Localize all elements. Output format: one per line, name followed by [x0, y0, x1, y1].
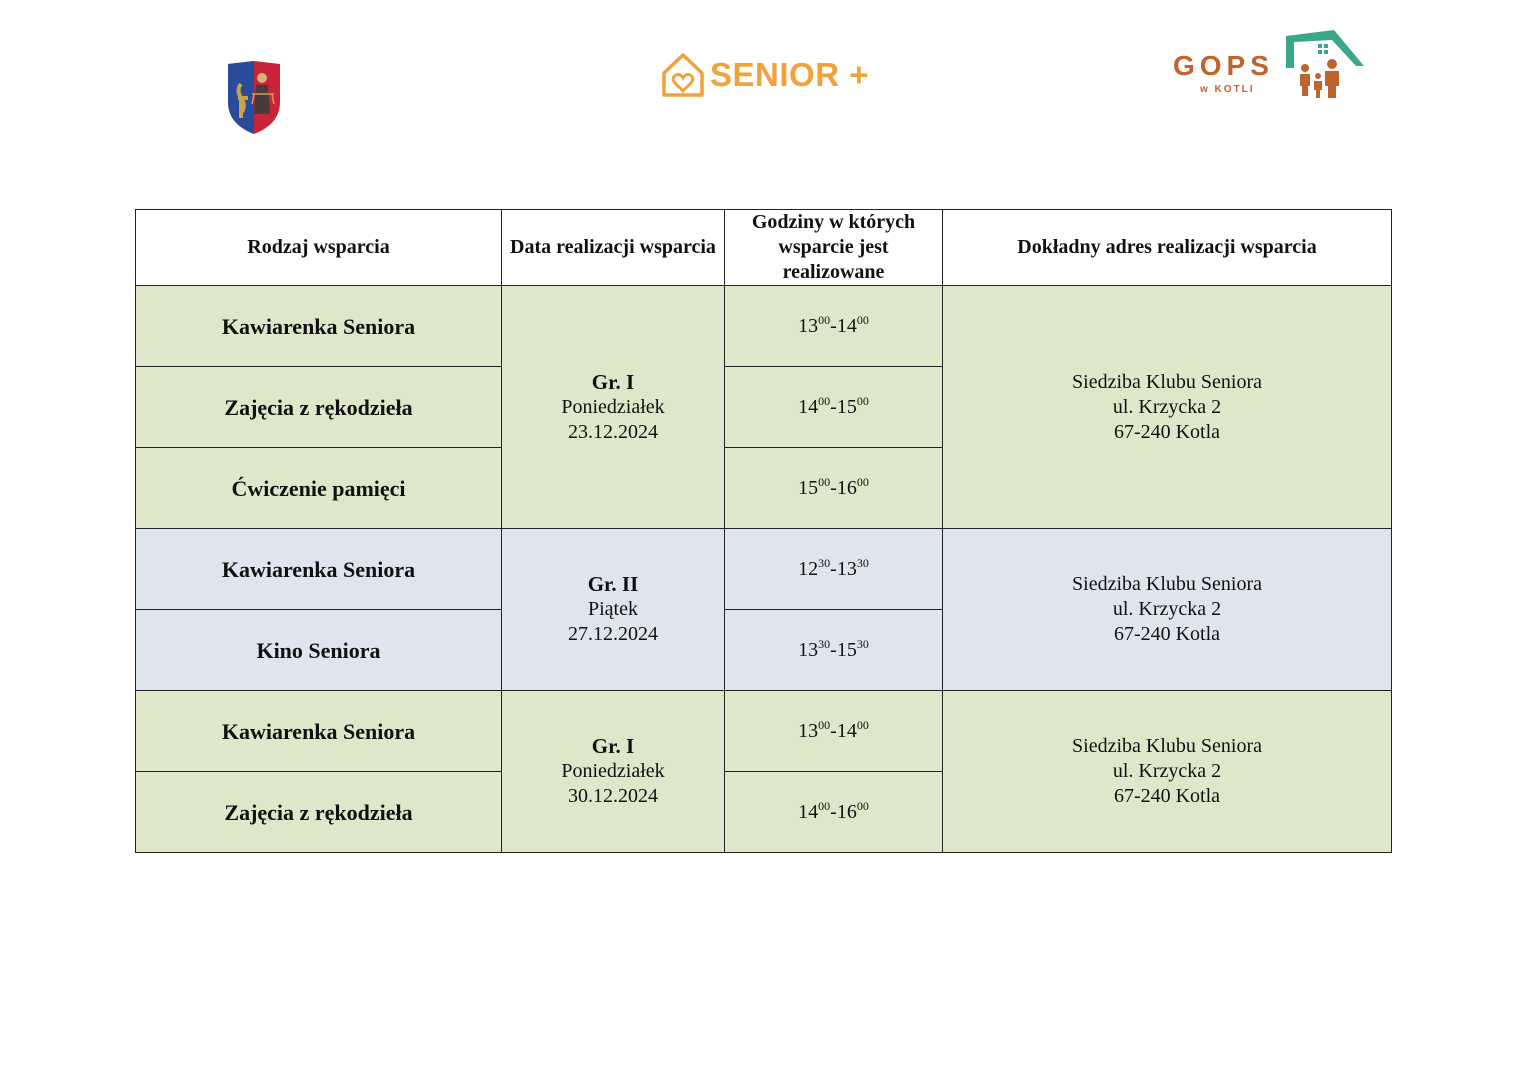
- house-family-icon: [1274, 28, 1369, 100]
- header-support-type: Rodzaj wsparcia: [136, 210, 502, 286]
- activity-cell: Zajęcia z rękodzieła: [136, 367, 502, 448]
- activity-cell: Kawiarenka Seniora: [136, 691, 502, 772]
- header-date: Data realizacji wsparcia: [502, 210, 725, 286]
- support-schedule-table: [135, 209, 1392, 853]
- group-label: Gr. I: [591, 734, 635, 758]
- date-cell: [502, 691, 725, 853]
- hours-cell: $14^{00}-16^{00}$: [725, 772, 943, 853]
- group-label: Gr. II: [587, 572, 639, 596]
- coat-of-arms-logo: [222, 58, 286, 136]
- date-cell: [502, 286, 725, 529]
- hours-cell: $15^{00}-16^{00}$: [725, 448, 943, 529]
- activity-cell: Zajęcia z rękodzieła: [136, 772, 502, 853]
- date-cell: [502, 529, 725, 691]
- senior-plus-logo: [660, 50, 869, 100]
- gops-logo-subtitle: w KOTLI: [1200, 84, 1255, 95]
- house-heart-icon: [660, 51, 706, 99]
- activity-cell: Kawiarenka Seniora: [136, 529, 502, 610]
- hours-cell: $13^{00}-14^{00}$: [725, 286, 943, 367]
- senior-plus-text: SENIOR +: [710, 56, 869, 93]
- activity-cell: Ćwiczenie pamięci: [136, 448, 502, 529]
- date: 30.12.2024: [568, 785, 658, 807]
- hours-cell: $13^{30}-15^{30}$: [725, 610, 943, 691]
- group-label: Gr. I: [591, 369, 635, 394]
- header-address: Dokładny adres realizacji wsparcia: [943, 210, 1392, 286]
- header-hours: Godziny w których wsparcie jest realizowane: [725, 210, 943, 286]
- weekday: Piątek: [588, 598, 638, 620]
- hours-cell: $13^{00}-14^{00}$: [725, 691, 943, 772]
- hours-cell: $14^{00}-15^{00}$: [725, 367, 943, 448]
- activity-cell: Kawiarenka Seniora: [136, 286, 502, 367]
- weekday: Poniedziałek: [561, 760, 665, 782]
- activity-cell: Kino Seniora: [136, 610, 502, 691]
- table-row: [136, 529, 1392, 610]
- weekday: Poniedziałek: [561, 395, 665, 418]
- address-cell: Siedziba Klubu Seniora ul. Krzycka 2 67-240 Kotla: [943, 529, 1392, 691]
- table-row: [136, 286, 1392, 367]
- hours-cell: $12^{30}-13^{30}$: [725, 529, 943, 610]
- address-cell: Siedziba Klubu Seniora ul. Krzycka 2 67-240 Kotla: [943, 286, 1392, 529]
- table-header-row: [136, 210, 1392, 286]
- gops-logo: [1170, 28, 1370, 100]
- address-cell: Siedziba Klubu Seniora ul. Krzycka 2 67-240 Kotla: [943, 691, 1392, 853]
- table-row: [136, 691, 1392, 772]
- date: 23.12.2024: [568, 420, 658, 443]
- gops-logo-text: GOPS: [1173, 50, 1274, 81]
- date: 27.12.2024: [568, 623, 658, 645]
